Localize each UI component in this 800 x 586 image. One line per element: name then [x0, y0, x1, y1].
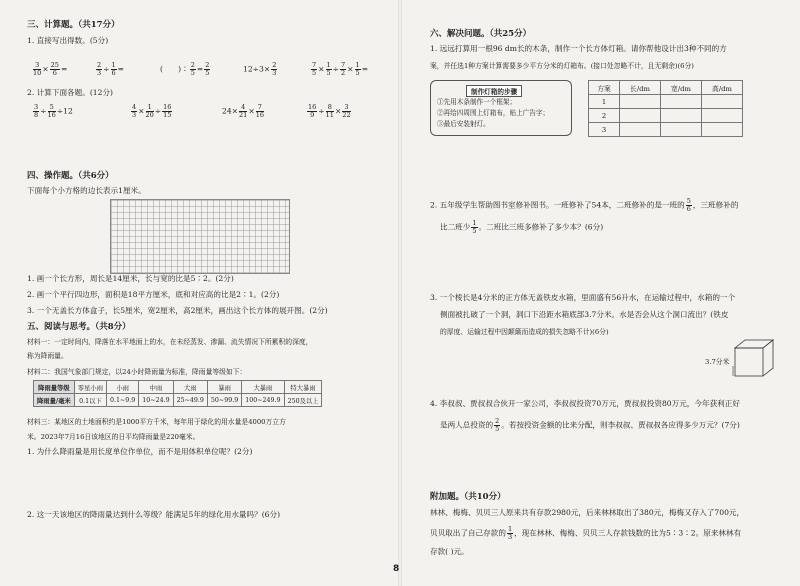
steps-list [437, 97, 549, 130]
table-cell: 50~99.9 [207, 394, 241, 407]
page-number: 8 [393, 564, 400, 574]
grid-desc: 下面每个小方格的边长表示1厘米。 [27, 186, 146, 195]
answer-cell[interactable] [702, 123, 743, 137]
right-page [400, 0, 800, 586]
table-row [589, 95, 743, 109]
op-q1: 1. 画一个长方形，周长是14厘米，长与宽的比是5∶2。(2分) [27, 274, 234, 283]
rainfall-table-value-row [34, 394, 322, 407]
table-cell: 0.1以下 [74, 394, 106, 407]
calc-q2: 2. 计算下面各题。(12分) [27, 88, 113, 97]
calc-q1-item-2: $\frac{2}{3}$ ÷ $\frac{1}{6}$ = [97, 61, 125, 77]
table-cell: 大雨 [173, 381, 207, 394]
solve-q2-text-b: ，三班修补的 [692, 200, 739, 210]
table-cell: 25~49.9 [173, 394, 207, 407]
read-q1: 1. 为什么降雨量是用长度单位作单位，而不是用体积单位呢？(2分) [27, 447, 253, 456]
answer-cell[interactable] [620, 95, 661, 109]
solve-q2-fraction-2: $\frac{1}{5}$ [472, 219, 477, 235]
answer-cell[interactable] [661, 95, 702, 109]
rainfall-table-head-row [34, 381, 322, 394]
table-cell: 特大暴雨 [284, 381, 322, 394]
table-cell: 250及以上 [284, 394, 322, 407]
table-cell: 100~249.9 [242, 394, 284, 407]
answer-cell[interactable] [702, 95, 743, 109]
table-cell: 3 [589, 123, 620, 137]
solve-q3-line3: 的厚度、运输过程中因颠簸而造成的损失忽略不计)(6分) [440, 328, 609, 336]
solve-q2-text-a: 2. 五年级学生帮助图书室修补图书。一班修补了54本，二班修补的是一班的 [430, 200, 685, 210]
material3-line1: 材料三：某地区的土地面积约是1000平方千米，每年用于绿化的用水量是4000万立方 [27, 418, 286, 426]
op-q2: 2. 画一个平行四边形，面积是18平方厘米，底和对应高的比是2∶1。(2分) [27, 290, 280, 299]
material3-line2: 米。2023年7月16日该地区的日平均降雨量是220毫米。 [27, 433, 200, 441]
calc-q1-item-3: ( )∶ $\frac{2}{5}$ = $\frac{2}{5}$ [160, 61, 210, 77]
calc-q2-item-2: $\frac{4}{3}$ × $\frac{1}{20}$ ÷ $\frac{16}{15}$ [132, 103, 172, 119]
calc-q2-item-4: $\frac{16}{9}$ ÷ $\frac{8}{11}$ × $\frac{3}{22}$ [308, 103, 351, 119]
bonus-title: 附加题。（共10分） [430, 492, 506, 502]
section3-title: 三、计算题。（共17分） [27, 20, 120, 30]
table-cell: 10~24.9 [139, 394, 173, 407]
answer-cell[interactable] [661, 109, 702, 123]
drawing-grid[interactable] [110, 199, 290, 274]
calc-q1: 1. 直接写出得数。(5分) [27, 36, 109, 45]
solve-q2-text-d: 。二班比三班多修补了多少本？(6分) [478, 222, 604, 232]
calc-q1-item-5: $\frac{7}{5}$ × $\frac{1}{5}$ ÷ $\frac{7}{2}$ × $\frac{1}{5}$ = [312, 61, 369, 77]
table-cell: 1 [589, 95, 620, 109]
calc-q2-item-1: $\frac{3}{8}$ ÷ $\frac{5}{16}$ ÷12 [34, 103, 73, 119]
answer-cell[interactable] [661, 123, 702, 137]
material2: 材料二：我国气象部门规定，以24小时降雨量为标准，降雨量等级如下： [27, 368, 247, 376]
rainfall-table [33, 380, 322, 407]
answer-cell[interactable] [702, 109, 743, 123]
table-cell: 中雨 [139, 381, 173, 394]
steps-box [430, 80, 572, 136]
solve-q1-line1: 1. 远远打算用一根96 dm长的木条，制作一个长方体灯箱。请你帮他设计出3种不同的方 [430, 44, 727, 53]
read-q2: 2. 这一天该地区的降雨量达到什么等级？能满足5年的绿化用水量吗？(6分) [27, 510, 281, 519]
material1-line2: 称为降雨量。 [27, 352, 68, 360]
solve-q2-text-c: 比二班少 [440, 222, 471, 232]
table-cell: 长/dm [620, 81, 661, 95]
table-cell: 小雨 [106, 381, 138, 394]
solve-q2-line2 [440, 220, 603, 235]
table-cell: 0.1~9.9 [106, 394, 138, 407]
solve-q4-text-c: 。若按投资金额的比来分配，则李叔叔、贾叔叔各应得多少万元？(7分) [501, 420, 740, 430]
solve-q4-text-b: 是两人总投资的 [440, 420, 494, 430]
solve-q3-line2: 侧面被扎破了一个洞，洞口下沿距水箱底部3.7分米。水是否会从这个洞口流出？(铁皮 [440, 310, 729, 319]
solve-q2-fraction: $\frac{5}{6}$ [686, 197, 691, 213]
bonus-line1: 林林、梅梅、贝贝三人原来共有存款2980元，后来林林取出了380元，梅梅又存入了700元， [430, 508, 745, 517]
op-q3: 3. 一个无盖长方体盒子，长5厘米，宽2厘米，高2厘米，画出这个长方体的展开图。(2分) [27, 306, 328, 315]
solve-q2-line1 [430, 198, 738, 213]
section4-title: 四、操作题。（共6分） [27, 171, 114, 181]
calc-q1-item-1: $\frac{3}{10}$ × $\frac{25}{6}$ = [33, 61, 68, 77]
answer-cell[interactable] [620, 109, 661, 123]
cube-label: 3.7分米 [705, 358, 730, 366]
material1-line1: 材料一：一定时间内，降落在水平地面上的水，在未经蒸发、渗漏、流失情况下所累积的深度， [27, 338, 313, 346]
table-row [589, 109, 743, 123]
calc-q2-item-3: 24× $\frac{4}{21}$ × $\frac{7}{16}$ [222, 103, 264, 119]
table-cell: 宽/dm [661, 81, 702, 95]
table-cell: 方案 [589, 81, 620, 95]
table-cell: 大暴雨 [242, 381, 284, 394]
solve-q3-line1: 3. 一个棱长是4分米的正方体无盖铁皮水箱，里面盛有56升水，在运输过程中，水箱的一个 [430, 293, 736, 302]
answer-cell[interactable] [620, 123, 661, 137]
section6-title: 六、解决问题。（共25分） [430, 29, 532, 39]
table-cell: 零星小雨 [74, 381, 106, 394]
bonus-text-a: 贝贝取出了自己存款的 [430, 528, 506, 538]
bonus-line2 [430, 526, 741, 541]
bonus-text-b: ，现在林林、梅梅、贝贝三人存款钱数的比为5∶3∶2。原来林林有 [514, 528, 742, 538]
table-cell: 高/dm [702, 81, 743, 95]
solve-q4-fraction: $\frac{2}{5}$ [495, 417, 500, 433]
step-item: ③最后安装射灯。 [437, 120, 490, 128]
step-item: ②再给四周围上灯箱布，贴上广告字； [437, 109, 550, 117]
table-cell: 降雨量/毫米 [34, 394, 75, 407]
solve-q1-line2: 案，并任选1种方案计算需要多少平方分米的灯箱布。(接口处忽略不计，且无剩余)(6分) [430, 62, 694, 70]
step-item: ①先用木条制作一个框架； [437, 98, 517, 106]
steps-box-title: 制作灯箱的步骤 [466, 85, 522, 97]
plan-table-head [589, 81, 743, 95]
calc-q1-item-4: 12÷3× $\frac{2}{3}$ [243, 61, 277, 77]
bonus-fraction: $\frac{1}{3}$ [507, 525, 513, 541]
bonus-line3: 存款( )元。 [430, 547, 469, 556]
solve-q4-line1: 4. 李叔叔、贾叔叔合伙开一家公司，李叔叔投资70万元，贾叔叔投资80万元，今年获利正好 [430, 399, 740, 408]
section5-title: 五、阅读与思考。（共8分） [27, 322, 131, 332]
table-cell: 2 [589, 109, 620, 123]
plan-table [588, 80, 743, 137]
table-row [589, 123, 743, 137]
table-cell: 降雨量等级 [34, 381, 75, 394]
solve-q4-line2 [440, 418, 740, 433]
table-cell: 暴雨 [207, 381, 241, 394]
cube-diagram [725, 336, 785, 382]
